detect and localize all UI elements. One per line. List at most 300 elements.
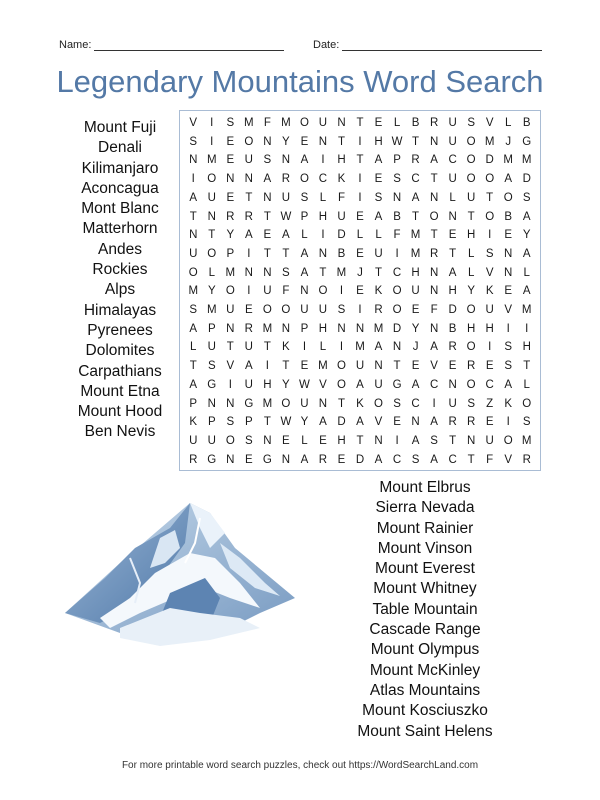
grid-cell[interactable]: M [355, 341, 365, 354]
grid-cell[interactable]: N [337, 117, 346, 129]
grid-cell[interactable]: M [521, 304, 532, 317]
grid-cell[interactable]: Y [207, 285, 216, 298]
grid-cell[interactable]: N [263, 434, 272, 447]
grid-cell[interactable]: N [504, 247, 513, 260]
grid-cell[interactable]: I [358, 304, 362, 317]
grid-cell[interactable]: O [503, 434, 513, 447]
grid-cell[interactable]: U [466, 191, 476, 204]
grid-cell[interactable]: H [318, 322, 328, 335]
grid-cell[interactable]: M [410, 247, 421, 260]
grid-cell[interactable]: O [485, 210, 495, 223]
grid-cell[interactable]: V [430, 360, 438, 373]
grid-cell[interactable]: E [319, 434, 327, 447]
grid-cell[interactable]: A [411, 378, 420, 391]
grid-cell[interactable]: O [522, 397, 532, 410]
grid-cell[interactable]: A [300, 247, 309, 260]
grid-cell[interactable]: F [282, 285, 290, 298]
grid-cell[interactable]: U [244, 378, 253, 391]
grid-cell[interactable]: N [429, 135, 439, 148]
grid-cell[interactable]: E [411, 360, 420, 373]
grid-cell[interactable]: M [484, 135, 495, 148]
grid-cell[interactable]: F [430, 304, 438, 317]
grid-cell[interactable]: R [429, 247, 439, 260]
grid-cell[interactable]: L [356, 229, 364, 242]
grid-cell[interactable]: U [207, 434, 216, 447]
grid-cell[interactable]: U [300, 304, 309, 317]
grid-cell[interactable]: V [504, 304, 513, 317]
grid-cell[interactable]: A [411, 434, 420, 447]
grid-cell[interactable]: S [467, 117, 475, 129]
grid-cell[interactable]: L [467, 266, 475, 279]
grid-cell[interactable]: E [485, 360, 494, 373]
grid-cell[interactable]: U [300, 397, 309, 410]
grid-cell[interactable]: J [505, 135, 512, 148]
grid-cell[interactable]: K [337, 173, 346, 186]
grid-cell[interactable]: N [263, 135, 272, 148]
grid-cell[interactable]: U [318, 304, 328, 317]
grid-cell[interactable]: A [300, 453, 309, 466]
grid-cell[interactable]: S [337, 304, 346, 317]
grid-cell[interactable]: E [356, 247, 364, 260]
grid-cell[interactable]: O [225, 285, 235, 298]
grid-cell[interactable]: A [245, 360, 253, 373]
grid-cell[interactable]: T [319, 266, 327, 279]
grid-cell[interactable]: U [374, 247, 383, 260]
grid-cell[interactable]: C [392, 453, 402, 466]
grid-cell[interactable]: S [504, 360, 513, 373]
grid-cell[interactable]: S [467, 397, 475, 410]
grid-cell[interactable]: M [206, 154, 217, 167]
grid-cell[interactable]: M [521, 434, 532, 447]
grid-cell[interactable]: N [226, 453, 235, 466]
grid-cell[interactable]: C [411, 173, 420, 186]
grid-cell[interactable]: S [485, 247, 494, 260]
grid-cell[interactable]: G [262, 453, 272, 466]
grid-cell[interactable]: N [263, 191, 272, 204]
grid-cell[interactable]: E [282, 434, 290, 447]
grid-cell[interactable]: Y [226, 229, 235, 242]
grid-cell[interactable]: O [392, 285, 402, 298]
grid-cell[interactable]: G [207, 453, 217, 466]
grid-cell[interactable]: A [504, 173, 513, 186]
grid-cell[interactable]: N [392, 191, 402, 204]
grid-cell[interactable]: U [411, 285, 420, 298]
grid-cell[interactable]: F [337, 191, 345, 204]
grid-cell[interactable]: O [503, 191, 513, 204]
grid-cell[interactable]: V [226, 360, 235, 373]
grid-cell[interactable]: E [356, 285, 364, 298]
grid-cell[interactable]: N [448, 210, 457, 223]
name-field[interactable] [59, 39, 284, 51]
grid-cell[interactable]: N [429, 322, 439, 335]
grid-cell[interactable]: N [429, 191, 439, 204]
grid-cell[interactable]: D [392, 322, 402, 335]
grid-cell[interactable]: N [226, 322, 235, 335]
grid-cell[interactable]: S [411, 453, 420, 466]
grid-cell[interactable]: T [486, 191, 494, 204]
grid-cell[interactable]: A [189, 322, 198, 335]
grid-cell[interactable]: P [226, 247, 235, 260]
grid-cell[interactable]: U [448, 397, 457, 410]
grid-cell[interactable]: R [466, 360, 476, 373]
grid-cell[interactable]: N [448, 378, 457, 391]
grid-cell[interactable]: D [522, 173, 531, 186]
grid-cell[interactable]: V [504, 453, 513, 466]
grid-cell[interactable]: R [374, 304, 383, 317]
grid-cell[interactable]: T [282, 360, 290, 373]
grid-cell[interactable]: P [207, 416, 216, 429]
grid-cell[interactable]: U [485, 304, 494, 317]
grid-cell[interactable]: E [356, 210, 364, 223]
grid-cell[interactable]: A [411, 191, 420, 204]
grid-cell[interactable]: C [411, 397, 420, 410]
grid-cell[interactable]: H [522, 341, 531, 354]
date-blank-line[interactable] [342, 40, 542, 51]
grid-cell[interactable]: A [430, 453, 438, 466]
grid-cell[interactable]: M [188, 285, 199, 298]
grid-cell[interactable]: N [207, 397, 216, 410]
grid-cell[interactable]: S [207, 360, 216, 373]
grid-cell[interactable]: H [318, 210, 328, 223]
grid-cell[interactable]: R [226, 210, 235, 223]
grid-cell[interactable]: E [374, 173, 383, 186]
grid-cell[interactable]: N [411, 416, 420, 429]
grid-cell[interactable]: B [504, 210, 513, 223]
grid-cell[interactable]: E [226, 154, 235, 167]
grid-cell[interactable]: I [228, 378, 232, 391]
grid-cell[interactable]: T [467, 453, 475, 466]
grid-cell[interactable]: V [189, 117, 198, 129]
grid-cell[interactable]: N [466, 434, 476, 447]
grid-cell[interactable]: T [263, 247, 271, 260]
grid-cell[interactable]: B [448, 322, 457, 335]
grid-cell[interactable]: S [226, 117, 235, 129]
grid-cell[interactable]: A [189, 378, 198, 391]
grid-cell[interactable]: N [189, 229, 198, 242]
grid-cell[interactable]: H [466, 229, 476, 242]
grid-cell[interactable]: E [226, 191, 235, 204]
grid-cell[interactable]: W [298, 378, 310, 391]
grid-cell[interactable]: S [282, 266, 290, 279]
grid-cell[interactable]: U [207, 341, 216, 354]
grid-cell[interactable]: D [355, 453, 365, 466]
grid-cell[interactable]: E [374, 117, 383, 129]
grid-cell[interactable]: V [319, 378, 327, 391]
grid-cell[interactable]: A [430, 154, 438, 167]
grid-cell[interactable]: T [263, 341, 271, 354]
grid-cell[interactable]: I [321, 229, 325, 242]
grid-cell[interactable]: O [466, 154, 476, 167]
grid-cell[interactable]: R [429, 117, 439, 129]
grid-cell[interactable]: L [467, 247, 475, 260]
grid-cell[interactable]: Y [282, 378, 290, 391]
grid-cell[interactable]: M [281, 117, 291, 129]
grid-cell[interactable]: R [189, 453, 198, 466]
grid-cell[interactable]: U [355, 360, 365, 373]
grid-cell[interactable]: O [299, 173, 309, 186]
grid-cell[interactable]: E [485, 416, 494, 429]
grid-cell[interactable]: S [522, 416, 531, 429]
grid-cell[interactable]: H [337, 434, 346, 447]
grid-cell[interactable]: I [488, 341, 492, 354]
grid-cell[interactable]: I [321, 154, 325, 167]
grid-cell[interactable]: I [247, 247, 251, 260]
grid-cell[interactable]: F [263, 117, 271, 129]
grid-cell[interactable]: P [207, 322, 216, 335]
grid-cell[interactable]: E [337, 453, 346, 466]
grid-cell[interactable]: C [392, 266, 402, 279]
grid-cell[interactable]: C [485, 378, 494, 391]
grid-cell[interactable]: R [244, 210, 253, 223]
grid-cell[interactable]: M [521, 154, 532, 167]
grid-cell[interactable]: U [226, 304, 235, 317]
grid-cell[interactable]: E [411, 304, 420, 317]
grid-cell[interactable]: H [466, 322, 476, 335]
grid-cell[interactable]: A [374, 453, 383, 466]
grid-cell[interactable]: V [485, 117, 494, 129]
grid-cell[interactable]: M [225, 266, 236, 279]
grid-cell[interactable]: N [226, 397, 235, 410]
grid-cell[interactable]: K [485, 285, 494, 298]
grid-cell[interactable]: E [504, 229, 513, 242]
grid-cell[interactable]: A [374, 341, 383, 354]
grid-cell[interactable]: A [356, 378, 364, 391]
grid-cell[interactable]: K [356, 397, 364, 410]
grid-cell[interactable]: H [448, 285, 457, 298]
grid-cell[interactable]: S [504, 341, 513, 354]
grid-cell[interactable]: O [336, 360, 346, 373]
grid-cell[interactable]: M [373, 322, 384, 335]
grid-cell[interactable]: A [522, 285, 531, 298]
grid-cell[interactable]: R [522, 453, 531, 466]
grid-cell[interactable]: M [410, 229, 421, 242]
grid-cell[interactable]: T [263, 210, 271, 223]
grid-cell[interactable]: O [207, 173, 217, 186]
grid-cell[interactable]: I [191, 173, 195, 186]
grid-cell[interactable]: I [395, 434, 399, 447]
grid-cell[interactable]: E [300, 135, 309, 148]
grid-cell[interactable]: P [300, 210, 309, 223]
grid-cell[interactable]: I [488, 229, 492, 242]
grid-cell[interactable]: E [300, 360, 309, 373]
grid-cell[interactable]: A [448, 266, 457, 279]
grid-cell[interactable]: S [189, 135, 198, 148]
grid-cell[interactable]: T [282, 247, 290, 260]
grid-cell[interactable]: O [392, 304, 402, 317]
grid-cell[interactable]: L [208, 266, 215, 279]
grid-cell[interactable]: O [299, 117, 309, 129]
grid-cell[interactable]: N [189, 154, 198, 167]
grid-cell[interactable]: N [318, 397, 328, 410]
grid-cell[interactable]: I [525, 322, 529, 335]
grid-cell[interactable]: D [337, 416, 346, 429]
grid-cell[interactable]: Y [282, 135, 290, 148]
grid-cell[interactable]: L [523, 378, 530, 391]
grid-cell[interactable]: N [337, 322, 346, 335]
grid-cell[interactable]: I [358, 173, 362, 186]
grid-cell[interactable]: E [245, 453, 253, 466]
grid-cell[interactable]: A [245, 229, 253, 242]
grid-cell[interactable]: U [189, 434, 198, 447]
grid-cell[interactable]: A [319, 416, 327, 429]
grid-cell[interactable]: Y [411, 322, 420, 335]
grid-cell[interactable]: T [412, 135, 420, 148]
grid-cell[interactable]: H [337, 154, 346, 167]
grid-cell[interactable]: S [522, 191, 531, 204]
grid-cell[interactable]: H [374, 135, 383, 148]
grid-cell[interactable]: Z [486, 397, 494, 410]
grid-cell[interactable]: T [356, 154, 364, 167]
grid-cell[interactable]: T [449, 434, 457, 447]
grid-cell[interactable]: F [486, 453, 494, 466]
grid-cell[interactable]: M [206, 304, 217, 317]
grid-cell[interactable]: C [448, 453, 457, 466]
grid-cell[interactable]: N [207, 210, 216, 223]
grid-cell[interactable]: L [190, 341, 197, 354]
grid-cell[interactable]: Y [522, 229, 531, 242]
grid-cell[interactable]: G [244, 397, 254, 410]
grid-cell[interactable]: N [244, 266, 253, 279]
grid-cell[interactable]: V [485, 266, 494, 279]
grid-cell[interactable]: O [262, 304, 272, 317]
grid-cell[interactable]: U [485, 434, 494, 447]
grid-cell[interactable]: S [226, 416, 235, 429]
grid-cell[interactable]: T [430, 229, 438, 242]
grid-cell[interactable]: I [339, 341, 344, 354]
grid-cell[interactable]: T [449, 247, 457, 260]
grid-cell[interactable]: O [429, 210, 439, 223]
grid-cell[interactable]: S [189, 304, 198, 317]
grid-cell[interactable]: T [375, 266, 383, 279]
grid-cell[interactable]: U [189, 247, 198, 260]
grid-cell[interactable]: T [356, 117, 364, 129]
grid-cell[interactable]: Y [467, 285, 475, 298]
grid-cell[interactable]: I [432, 397, 436, 410]
grid-cell[interactable]: O [466, 173, 476, 186]
grid-cell[interactable]: T [412, 210, 420, 223]
grid-cell[interactable]: S [300, 191, 309, 204]
grid-cell[interactable]: J [357, 266, 363, 279]
grid-cell[interactable]: N [504, 266, 513, 279]
grid-cell[interactable]: N [318, 247, 328, 260]
grid-cell[interactable]: I [506, 416, 510, 429]
grid-cell[interactable]: I [265, 360, 269, 373]
grid-cell[interactable]: O [281, 304, 291, 317]
grid-cell[interactable]: T [189, 360, 197, 373]
grid-cell[interactable]: L [523, 266, 530, 279]
grid-cell[interactable]: B [411, 117, 420, 129]
grid-cell[interactable]: N [374, 434, 383, 447]
grid-cell[interactable]: R [448, 416, 457, 429]
grid-cell[interactable]: R [466, 416, 476, 429]
grid-cell[interactable]: A [356, 416, 364, 429]
grid-cell[interactable]: A [374, 210, 383, 223]
grid-cell[interactable]: L [301, 229, 308, 242]
grid-cell[interactable]: B [393, 210, 401, 223]
grid-cell[interactable]: K [374, 285, 383, 298]
grid-cell[interactable]: F [393, 229, 401, 242]
grid-cell[interactable]: O [336, 378, 346, 391]
grid-cell[interactable]: L [449, 191, 456, 204]
grid-cell[interactable]: P [245, 416, 253, 429]
grid-cell[interactable]: D [485, 154, 494, 167]
grid-cell[interactable]: N [429, 266, 439, 279]
grid-cell[interactable]: K [189, 416, 198, 429]
grid-cell[interactable]: T [337, 397, 345, 410]
grid-cell[interactable]: T [523, 360, 531, 373]
grid-cell[interactable]: I [210, 117, 214, 129]
grid-cell[interactable]: S [374, 191, 383, 204]
grid-cell[interactable]: G [392, 378, 402, 391]
grid-cell[interactable]: L [301, 434, 308, 447]
grid-cell[interactable]: S [263, 154, 272, 167]
grid-cell[interactable]: N [318, 135, 328, 148]
grid-cell[interactable]: D [337, 229, 346, 242]
grid-cell[interactable]: U [318, 117, 328, 129]
grid-cell[interactable]: O [466, 304, 476, 317]
grid-cell[interactable]: T [430, 173, 438, 186]
grid-cell[interactable]: H [263, 378, 272, 391]
grid-cell[interactable]: M [318, 360, 328, 373]
grid-cell[interactable]: T [208, 229, 216, 242]
grid-cell[interactable]: A [300, 266, 309, 279]
grid-cell[interactable]: U [281, 191, 291, 204]
grid-cell[interactable]: N [281, 154, 291, 167]
grid-cell[interactable]: O [207, 247, 217, 260]
grid-cell[interactable]: U [207, 191, 216, 204]
name-blank-line[interactable] [94, 40, 284, 51]
grid-cell[interactable]: A [374, 154, 383, 167]
grid-cell[interactable]: E [448, 229, 457, 242]
grid-cell[interactable]: O [466, 341, 476, 354]
grid-cell[interactable]: R [318, 453, 328, 466]
grid-cell[interactable]: O [466, 135, 476, 148]
date-field[interactable] [313, 39, 542, 51]
grid-cell[interactable]: U [374, 378, 383, 391]
grid-cell[interactable]: R [448, 341, 457, 354]
grid-cell[interactable]: N [355, 322, 365, 335]
grid-cell[interactable]: A [522, 247, 531, 260]
grid-cell[interactable]: A [522, 210, 531, 223]
grid-cell[interactable]: B [337, 247, 346, 260]
grid-cell[interactable]: P [300, 322, 309, 335]
grid-cell[interactable]: L [375, 229, 382, 242]
grid-cell[interactable]: E [393, 416, 401, 429]
grid-cell[interactable]: S [393, 397, 401, 410]
grid-cell[interactable]: A [430, 416, 438, 429]
grid-cell[interactable]: T [226, 341, 234, 354]
grid-cell[interactable]: A [504, 378, 513, 391]
grid-cell[interactable]: G [522, 135, 532, 148]
grid-cell[interactable]: V [374, 416, 383, 429]
grid-cell[interactable]: O [281, 397, 291, 410]
grid-cell[interactable]: U [448, 173, 457, 186]
grid-cell[interactable]: I [506, 322, 510, 335]
grid-cell[interactable]: O [466, 378, 476, 391]
grid-cell[interactable]: C [448, 154, 457, 167]
grid-cell[interactable]: N [392, 341, 402, 354]
grid-cell[interactable]: E [245, 304, 253, 317]
grid-cell[interactable]: A [263, 173, 272, 186]
grid-cell[interactable]: S [245, 434, 253, 447]
grid-cell[interactable]: U [263, 285, 272, 298]
grid-cell[interactable]: N [281, 453, 291, 466]
grid-cell[interactable]: N [429, 285, 439, 298]
grid-cell[interactable]: L [505, 117, 512, 129]
grid-cell[interactable]: I [302, 341, 307, 354]
grid-cell[interactable]: T [337, 135, 345, 148]
grid-cell[interactable]: P [393, 154, 401, 167]
